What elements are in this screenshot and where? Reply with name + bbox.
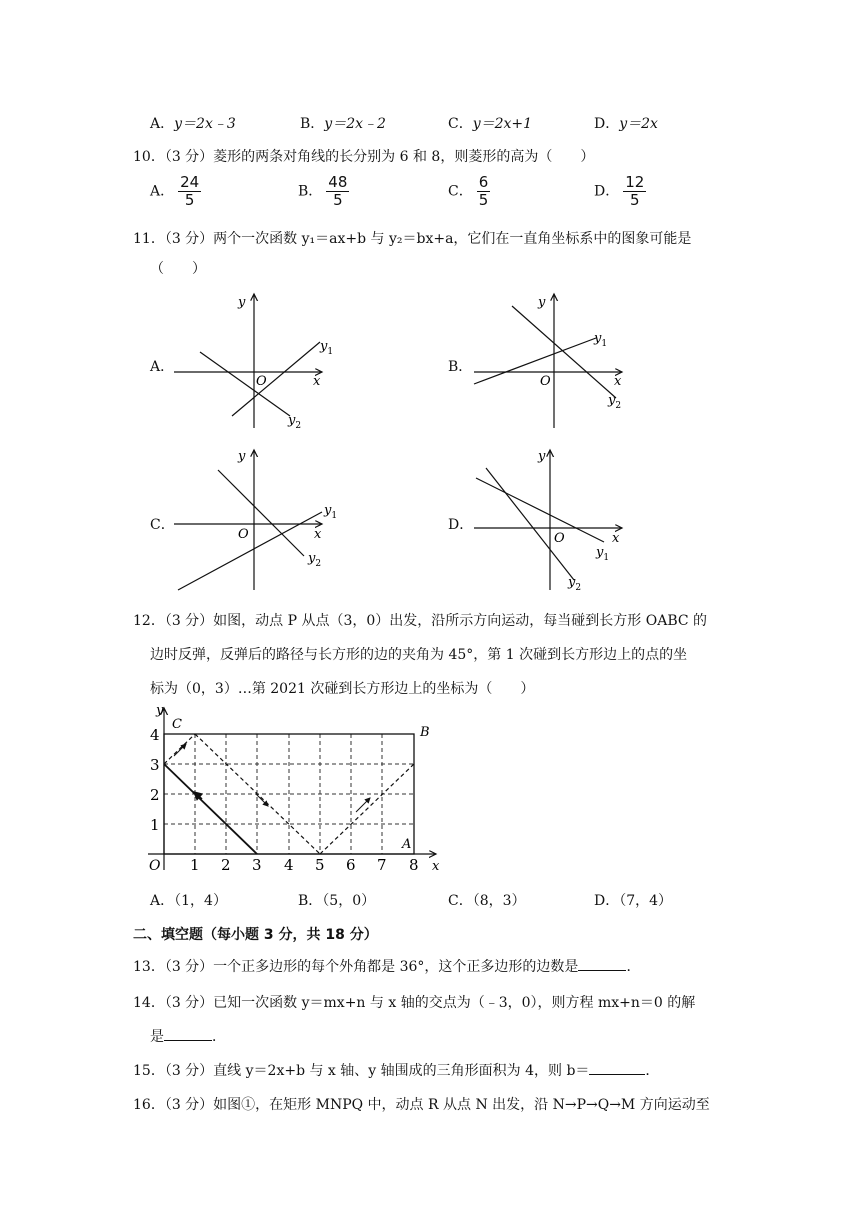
x-tick-3: 3 (252, 856, 262, 874)
origin-label: O (238, 527, 249, 542)
origin-label: O (256, 374, 267, 389)
y-axis-label: y (538, 449, 546, 464)
q15-blank[interactable] (589, 1060, 645, 1075)
x-tick-6: 6 (346, 856, 356, 874)
corner-c-label: C (172, 717, 182, 732)
x-tick-8: 8 (409, 856, 419, 874)
line-y2 (200, 352, 290, 416)
origin-label: O (149, 858, 161, 874)
q11-graph-a (172, 288, 340, 430)
x-tick-5: 5 (315, 856, 325, 874)
line-y2 (486, 468, 574, 580)
y-tick-1: 1 (150, 816, 160, 834)
q9-option-d: D．y＝2x (594, 116, 658, 132)
y1-label: $y_1$ (320, 339, 334, 357)
q10-option-a: A． $\frac{24}{5}$ (150, 173, 200, 209)
q12-option-d: D．（7，4） (594, 893, 673, 909)
section-2-heading: 二、填空题（每小题 3 分，共 18 分） (133, 927, 378, 943)
q12-text-line2: 边时反弹，反弹后的路径与长方形的边的夹角为 45°，第 1 次碰到长方形边上的点的坐 (150, 647, 688, 663)
q9-option-b: B．y＝2x﹣2 (300, 116, 386, 132)
q14-line2: 是 ． (150, 1026, 226, 1046)
y-tick-4: 4 (150, 726, 160, 744)
y-tick-3: 3 (150, 756, 160, 774)
y-axis-label: y (238, 449, 246, 464)
path-arrow-3 (256, 794, 268, 806)
q14-blank[interactable] (164, 1026, 212, 1041)
x-axis-label: x (614, 374, 622, 389)
q11-option-d-label: D． (448, 517, 474, 533)
x-axis-label: x (314, 527, 322, 542)
y-axis-label: y (156, 703, 164, 718)
q13: 13．（3 分）一个正多边形的每个外角都是 36°，这个正多边形的边数是 ． (133, 956, 640, 976)
x-tick-7: 7 (377, 856, 387, 874)
q11-graph-d (472, 446, 640, 592)
q9-option-c: C．y＝2x+1 (448, 116, 533, 132)
q12-text-line3: 标为（0，3）…第 2021 次碰到长方形边上的坐标为（ ） (150, 681, 535, 697)
x-axis-label: x (612, 531, 620, 546)
x-tick-2: 2 (221, 856, 231, 874)
q12-option-c: C．（8，3） (448, 893, 526, 909)
path-segment-1 (164, 764, 257, 854)
y2-label: $y_2$ (308, 551, 322, 569)
q10-option-d: D． $\frac{12}{5}$ (594, 173, 645, 209)
q11-option-b-label: B． (448, 359, 473, 375)
q12-option-b: B．（5，0） (298, 893, 376, 909)
q11-graph-c (172, 446, 340, 592)
q11-option-c-label: C． (150, 517, 175, 533)
q11-text-paren: （ ） (150, 261, 206, 277)
q12-text-line1: 12．（3 分）如图，动点 P 从点（3，0）出发，沿所示方向运动，每当碰到长方形 OABC 的 (133, 613, 708, 629)
y-axis-label: y (238, 295, 246, 310)
line-y1 (474, 338, 596, 384)
y1-label: $y_1$ (594, 331, 608, 349)
corner-b-label: B (420, 725, 430, 740)
y2-label: $y_2$ (568, 575, 582, 592)
q9-option-a: A．y＝2x﹣3 (150, 116, 236, 132)
corner-a-label: A (402, 837, 412, 852)
line-y2 (218, 470, 304, 556)
origin-label: O (540, 374, 551, 389)
y-tick-2: 2 (150, 786, 160, 804)
grid-lines (164, 734, 414, 854)
q11-text: 11．（3 分）两个一次函数 y₁＝ax+b 与 y₂＝bx+a，它们在一直角坐标系中的图象可能是 (133, 231, 692, 247)
line-y1 (476, 478, 604, 542)
origin-label: O (554, 531, 565, 546)
x-tick-4: 4 (284, 856, 294, 874)
line-y1 (232, 342, 320, 416)
y2-label: $y_2$ (608, 393, 622, 411)
y2-label: $y_2$ (288, 413, 302, 430)
y-axis-label: y (538, 295, 546, 310)
q11-option-a-label: A． (150, 359, 175, 375)
path-arrow-2 (174, 744, 186, 756)
q16-text: 16．（3 分）如图①，在矩形 MNPQ 中，动点 R 从点 N 出发，沿 N→P→Q→M 方向运动至 (133, 1097, 710, 1113)
y1-label: $y_1$ (596, 545, 610, 563)
q11-graph-b (472, 288, 640, 430)
path-arrow-4 (356, 798, 370, 812)
y1-label: $y_1$ (324, 503, 338, 521)
line-y2 (512, 306, 616, 398)
q14-line1: 14．（3 分）已知一次函数 y＝mx+n 与 x 轴的交点为（﹣3，0），则方程 mx+n＝0 的解 (133, 995, 696, 1011)
q13-blank[interactable] (578, 956, 626, 971)
q12-rectangle-figure (144, 702, 444, 874)
q10-text: 10．（3 分）菱形的两条对角线的长分别为 6 和 8，则菱形的高为（ ） (133, 149, 595, 165)
x-axis-label: x (313, 374, 321, 389)
x-axis-label: x (432, 859, 440, 874)
q10-option-c: C． $\frac{6}{5}$ (448, 173, 489, 209)
x-tick-1: 1 (190, 856, 200, 874)
q15: 15．（3 分）直线 y＝2x+b 与 x 轴、y 轴围成的三角形面积为 4，则 b＝ ． (133, 1060, 659, 1080)
q10-option-b: B． $\frac{48}{5}$ (298, 173, 348, 209)
q12-option-a: A．（1，4） (150, 893, 227, 909)
